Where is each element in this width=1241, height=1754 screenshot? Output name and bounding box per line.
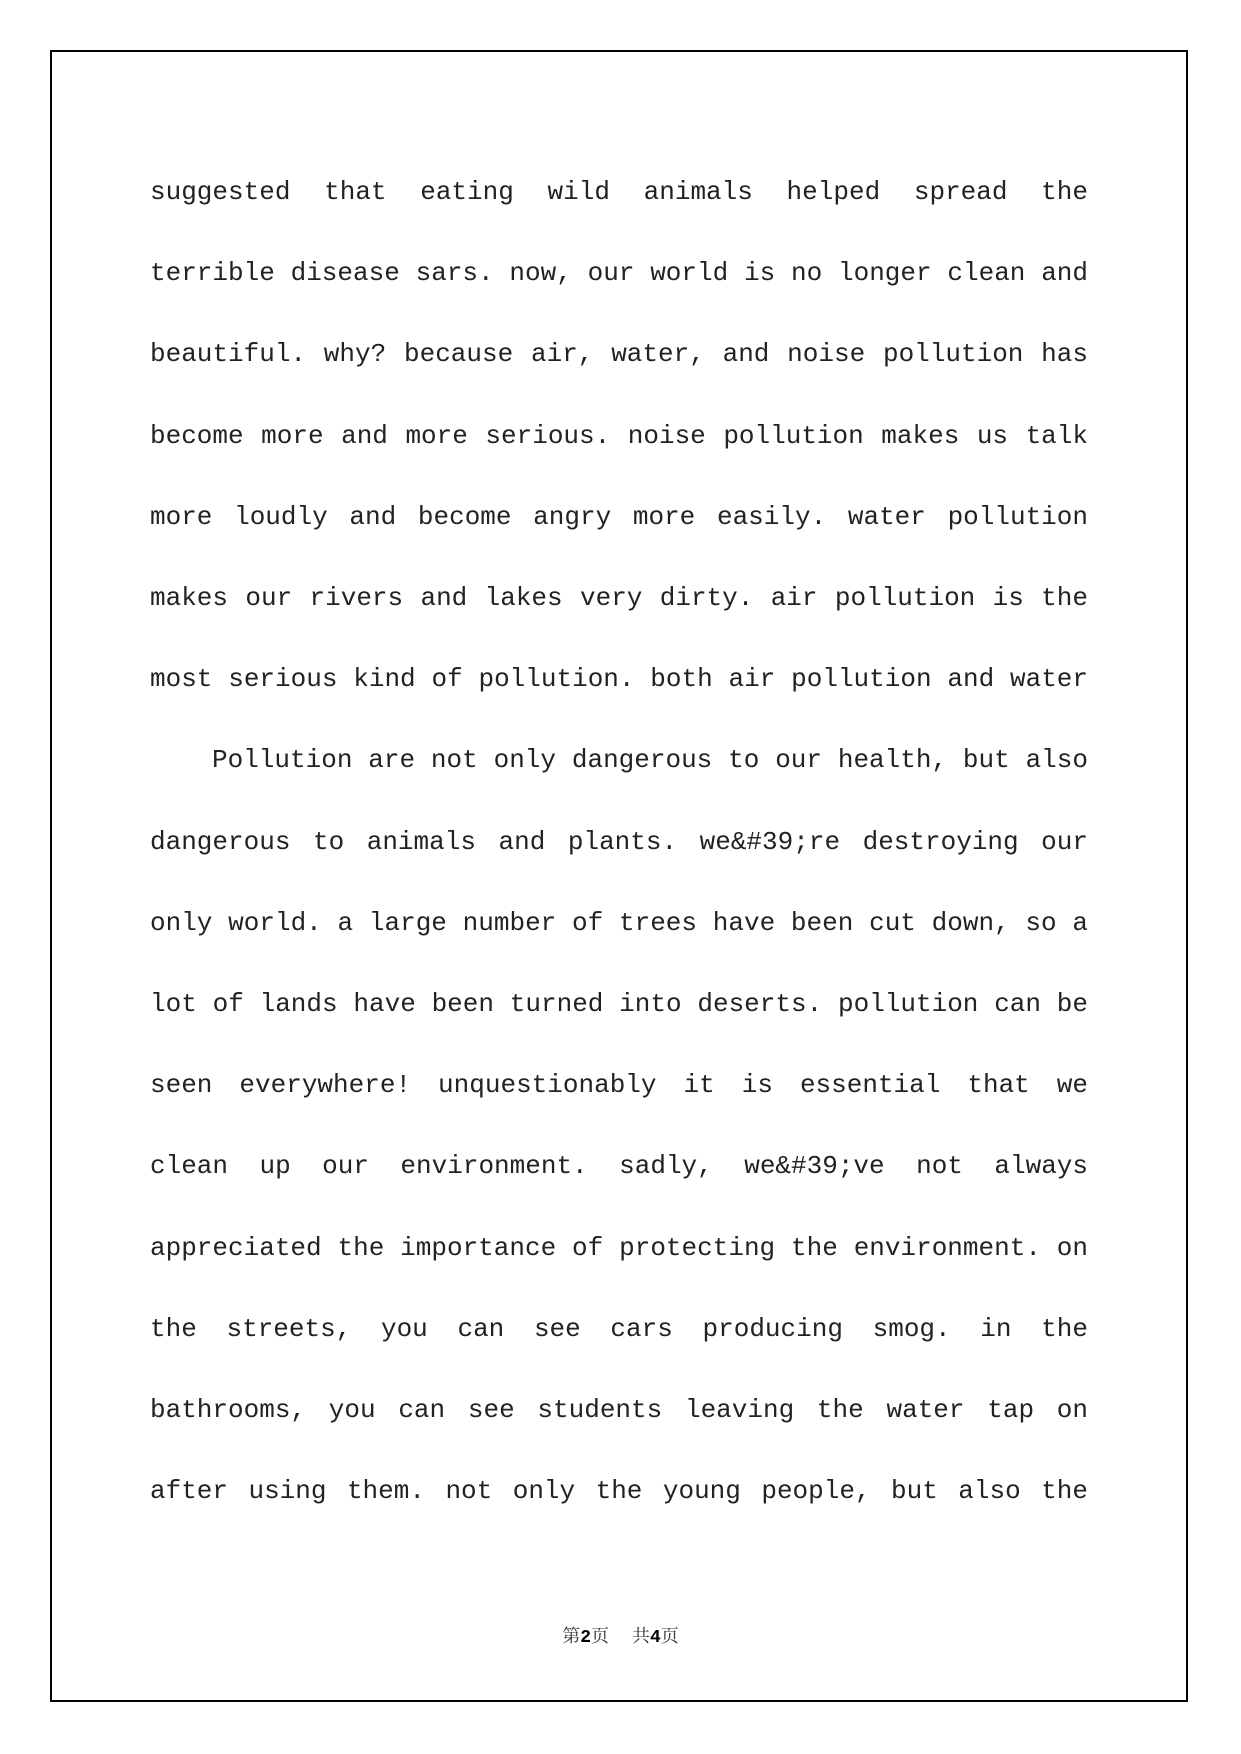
text-line: terrible disease sars. now, our world is no longer clean and [150,258,1088,289]
footer-total-suffix: 页 [660,1626,679,1647]
text-line: after using them. not only the young people, but also the [150,1476,1088,1507]
text-line: bathrooms, you can see students leaving the water tap on [150,1395,1088,1425]
text-line: the streets, you can see cars producing smog. in the [150,1313,1088,1344]
text-line: Pollution are not only dangerous to our health, but also [212,745,1088,776]
text-line: beautiful. why? because air, water, and noise pollution has [150,339,1088,370]
text-line: seen everywhere! unquestionably it is essential that we [150,1070,1088,1101]
text-line: more loudly and become angry more easily. water pollution [150,501,1088,532]
footer-page-suffix: 页 [591,1626,610,1647]
text-line: become more and more serious. noise pollution makes us talk [150,420,1088,451]
text-line: lot of lands have been turned into deserts. pollution can be [150,989,1088,1019]
current-page-number: 2 [580,1628,592,1648]
text-line: only world. a large number of trees have been cut down, so a [150,907,1088,938]
footer-total-prefix: 共 [631,1626,650,1647]
text-line: clean up our environment. sadly, we&#39;ve not always [150,1151,1088,1182]
text-line: suggested that eating wild animals helped spread the [150,177,1088,207]
page-footer [0,1622,1241,1648]
text-line: makes our rivers and lakes very dirty. air pollution is the [150,583,1088,613]
text-line: dangerous to animals and plants. we&#39;re destroying our [150,826,1088,857]
text-line: most serious kind of pollution. both air pollution and water [150,664,1088,695]
total-pages-number: 4 [649,1628,661,1648]
page-border [50,50,1188,1702]
text-line: appreciated the importance of protecting the environment. on [150,1232,1088,1263]
footer-prefix: 第 [562,1626,581,1647]
